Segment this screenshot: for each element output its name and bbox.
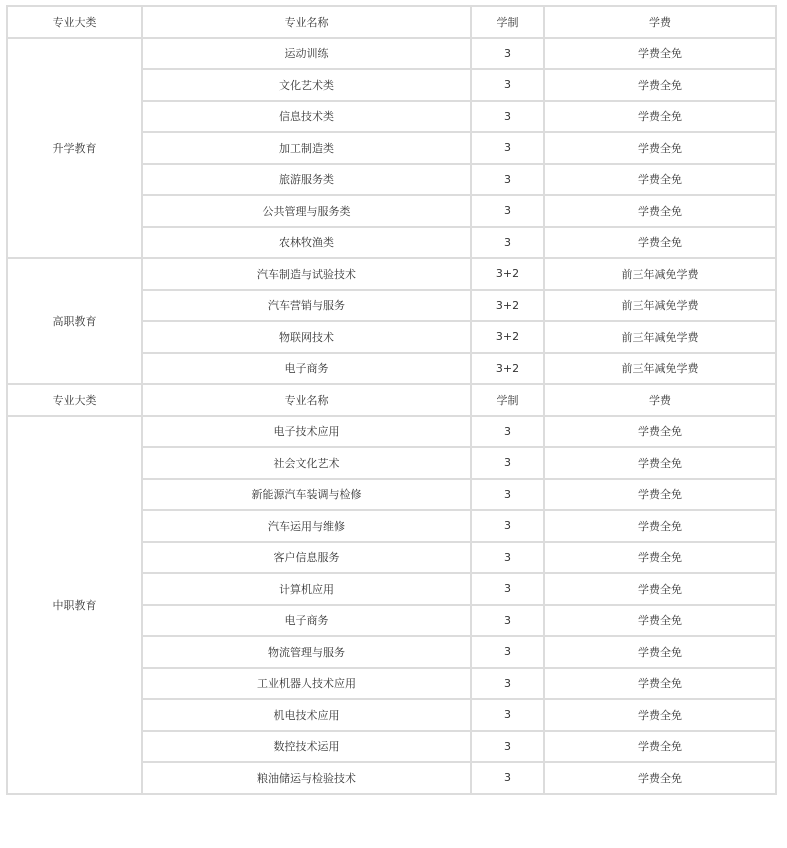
tuition-cell: 学费全免	[544, 447, 776, 479]
table-row	[7, 416, 776, 448]
duration-cell: 3	[471, 101, 544, 133]
major-cell: 工业机器人技术应用	[142, 668, 471, 700]
tuition-cell: 学费全免	[544, 195, 776, 227]
tuition-cell: 学费全免	[544, 762, 776, 794]
major-cell: 电子商务	[142, 353, 471, 385]
header-tuition: 学费	[544, 384, 776, 416]
major-cell: 客户信息服务	[142, 542, 471, 574]
major-cell: 文化艺术类	[142, 69, 471, 101]
tuition-cell: 学费全免	[544, 542, 776, 574]
duration-cell: 3	[471, 605, 544, 637]
duration-cell: 3+2	[471, 353, 544, 385]
major-cell: 信息技术类	[142, 101, 471, 133]
duration-cell: 3	[471, 510, 544, 542]
major-cell: 运动训练	[142, 38, 471, 70]
tuition-cell: 学费全免	[544, 164, 776, 196]
tuition-cell: 学费全免	[544, 636, 776, 668]
duration-cell: 3	[471, 573, 544, 605]
tuition-cell: 学费全免	[544, 132, 776, 164]
tuition-cell: 前三年减免学费	[544, 258, 776, 290]
major-cell: 汽车营销与服务	[142, 290, 471, 322]
category-cell: 升学教育	[7, 38, 142, 259]
duration-cell: 3	[471, 38, 544, 70]
tuition-cell: 学费全免	[544, 38, 776, 70]
tuition-cell: 前三年减免学费	[544, 353, 776, 385]
duration-cell: 3	[471, 636, 544, 668]
table-row	[7, 258, 776, 290]
duration-cell: 3	[471, 195, 544, 227]
duration-cell: 3	[471, 447, 544, 479]
majors-table	[6, 5, 777, 795]
major-cell: 数控技术运用	[142, 731, 471, 763]
duration-cell: 3+2	[471, 290, 544, 322]
duration-cell: 3	[471, 479, 544, 511]
header-major: 专业名称	[142, 6, 471, 38]
table-header-row	[7, 384, 776, 416]
header-duration: 学制	[471, 384, 544, 416]
category-cell: 中职教育	[7, 416, 142, 794]
major-cell: 电子技术应用	[142, 416, 471, 448]
header-tuition: 学费	[544, 6, 776, 38]
header-duration: 学制	[471, 6, 544, 38]
table-header-row	[7, 6, 776, 38]
major-cell: 农林牧渔类	[142, 227, 471, 259]
tuition-cell: 学费全免	[544, 573, 776, 605]
duration-cell: 3	[471, 132, 544, 164]
major-cell: 物流管理与服务	[142, 636, 471, 668]
tuition-cell: 学费全免	[544, 479, 776, 511]
duration-cell: 3+2	[471, 258, 544, 290]
tuition-cell: 学费全免	[544, 227, 776, 259]
duration-cell: 3+2	[471, 321, 544, 353]
major-cell: 机电技术应用	[142, 699, 471, 731]
tuition-cell: 学费全免	[544, 605, 776, 637]
duration-cell: 3	[471, 542, 544, 574]
tuition-cell: 学费全免	[544, 101, 776, 133]
tuition-cell: 学费全免	[544, 69, 776, 101]
duration-cell: 3	[471, 762, 544, 794]
major-cell: 加工制造类	[142, 132, 471, 164]
tuition-cell: 前三年减免学费	[544, 290, 776, 322]
major-cell: 计算机应用	[142, 573, 471, 605]
header-category: 专业大类	[7, 6, 142, 38]
tuition-cell: 学费全免	[544, 668, 776, 700]
category-cell: 高职教育	[7, 258, 142, 384]
major-cell: 社会文化艺术	[142, 447, 471, 479]
major-cell: 公共管理与服务类	[142, 195, 471, 227]
major-cell: 粮油储运与检验技术	[142, 762, 471, 794]
duration-cell: 3	[471, 164, 544, 196]
tuition-cell: 学费全免	[544, 510, 776, 542]
tuition-cell: 前三年减免学费	[544, 321, 776, 353]
duration-cell: 3	[471, 69, 544, 101]
major-cell: 旅游服务类	[142, 164, 471, 196]
duration-cell: 3	[471, 668, 544, 700]
header-major: 专业名称	[142, 384, 471, 416]
tuition-cell: 学费全免	[544, 731, 776, 763]
header-category: 专业大类	[7, 384, 142, 416]
duration-cell: 3	[471, 699, 544, 731]
tuition-cell: 学费全免	[544, 699, 776, 731]
duration-cell: 3	[471, 731, 544, 763]
major-cell: 汽车运用与维修	[142, 510, 471, 542]
major-cell: 汽车制造与试验技术	[142, 258, 471, 290]
duration-cell: 3	[471, 227, 544, 259]
tuition-cell: 学费全免	[544, 416, 776, 448]
major-cell: 电子商务	[142, 605, 471, 637]
major-cell: 新能源汽车装调与检修	[142, 479, 471, 511]
duration-cell: 3	[471, 416, 544, 448]
table-row	[7, 38, 776, 70]
major-cell: 物联网技术	[142, 321, 471, 353]
